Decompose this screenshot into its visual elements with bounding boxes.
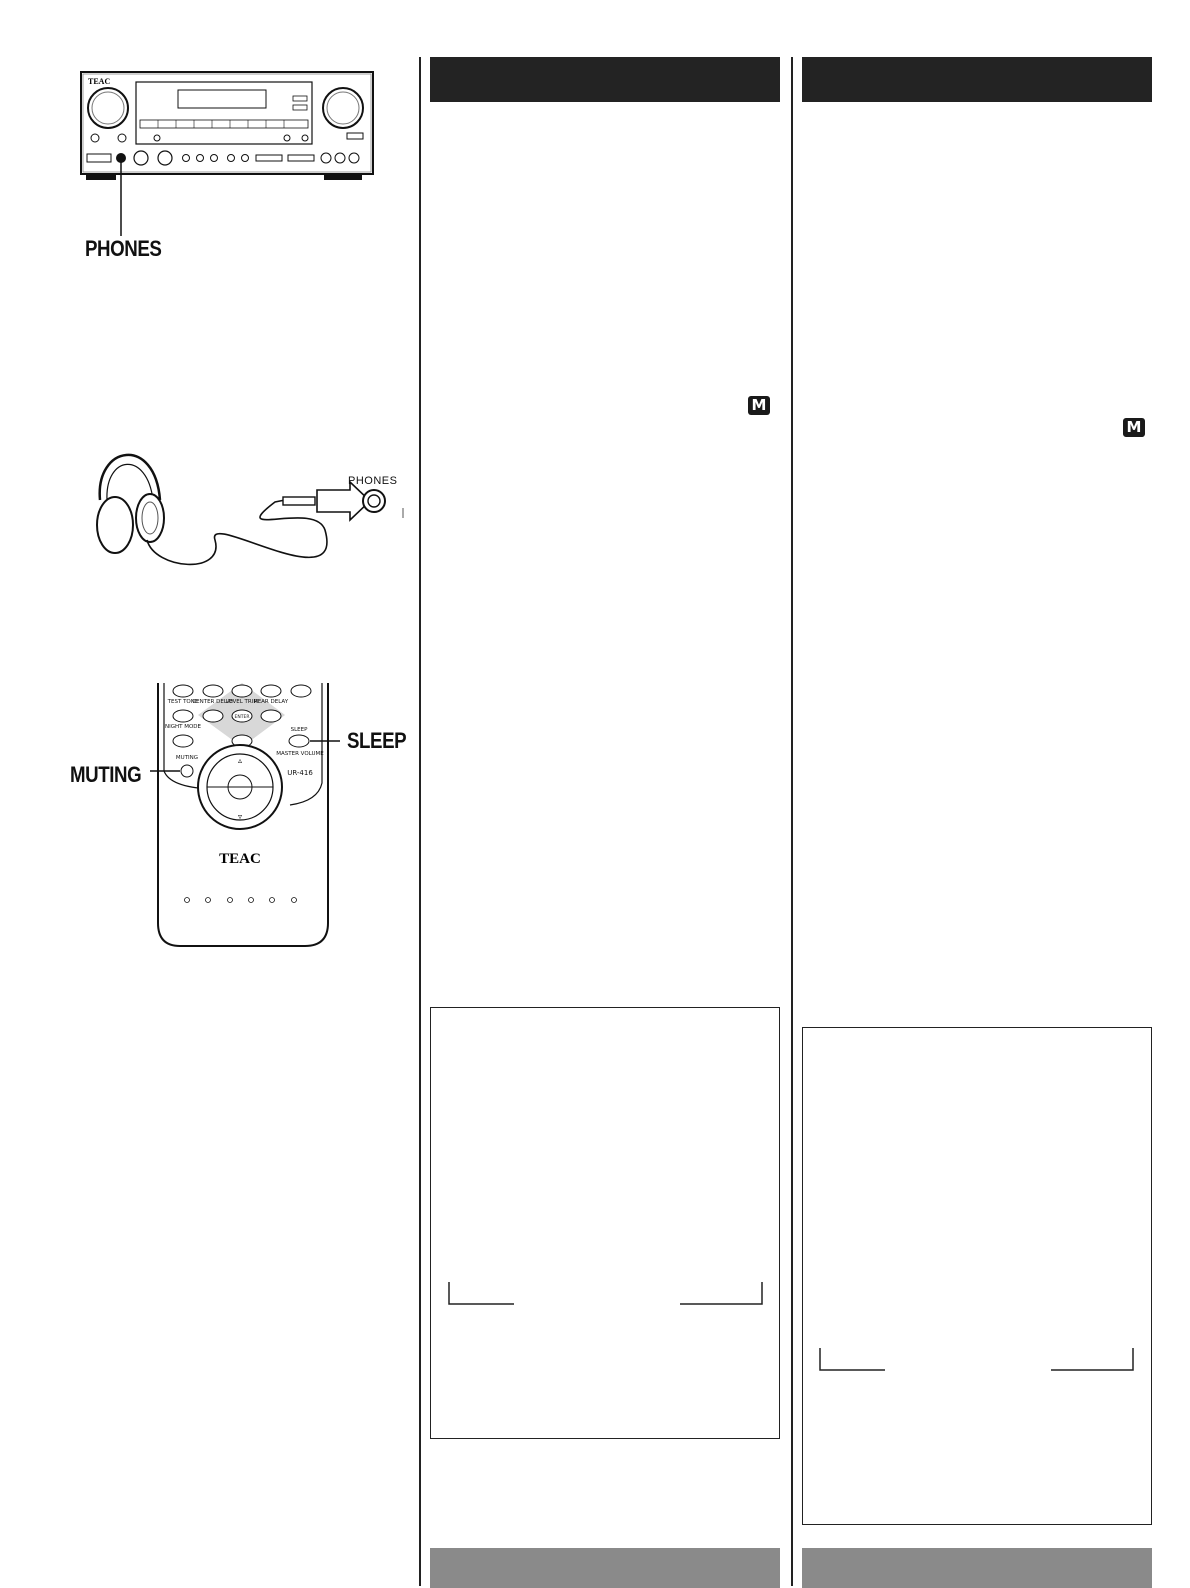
rear-delay-label: REAR DELAY (253, 699, 289, 705)
remote-brand: TEAC (219, 851, 261, 867)
muting-button-label: MUTING (175, 755, 199, 761)
memory-m-icon: M (748, 396, 770, 415)
master-volume-label: MASTER VOLUME (276, 751, 324, 757)
headphones-illustration (85, 440, 415, 590)
test-tone-label: TEST TONE (167, 699, 199, 705)
bracket-right (819, 1344, 1137, 1372)
receiver-illustration (78, 70, 378, 240)
svg-text:▿: ▿ (237, 812, 243, 821)
svg-text:▵: ▵ (237, 756, 243, 765)
muting-callout: MUTING (70, 762, 142, 787)
night-mode-label: NIGHT MODE (164, 724, 202, 730)
note-box-middle (430, 1007, 780, 1439)
column-divider-left (419, 57, 421, 1586)
footer-bar-right (802, 1548, 1152, 1588)
remote-model-label: UR-416 (287, 769, 313, 777)
sleep-button-label: SLEEP (290, 727, 308, 733)
bracket-middle (448, 1278, 766, 1306)
footer-bar-middle (430, 1548, 780, 1588)
remote-illustration (150, 683, 340, 953)
receiver-brand: TEAC (88, 77, 111, 86)
memory-m-icon: M (1123, 418, 1145, 437)
phones-jack-label: PHONES (348, 475, 398, 487)
column-divider-right (791, 57, 793, 1586)
center-delay-label: CENTER DELAY (192, 699, 234, 705)
header-bar-right (802, 57, 1152, 102)
note-box-right (802, 1027, 1152, 1525)
sleep-callout: SLEEP (347, 728, 407, 753)
enter-label: ENTER (234, 715, 250, 720)
level-trim-label: LEVEL TRIM (225, 699, 259, 705)
phones-callout: PHONES (85, 236, 162, 261)
header-bar-middle (430, 57, 780, 102)
